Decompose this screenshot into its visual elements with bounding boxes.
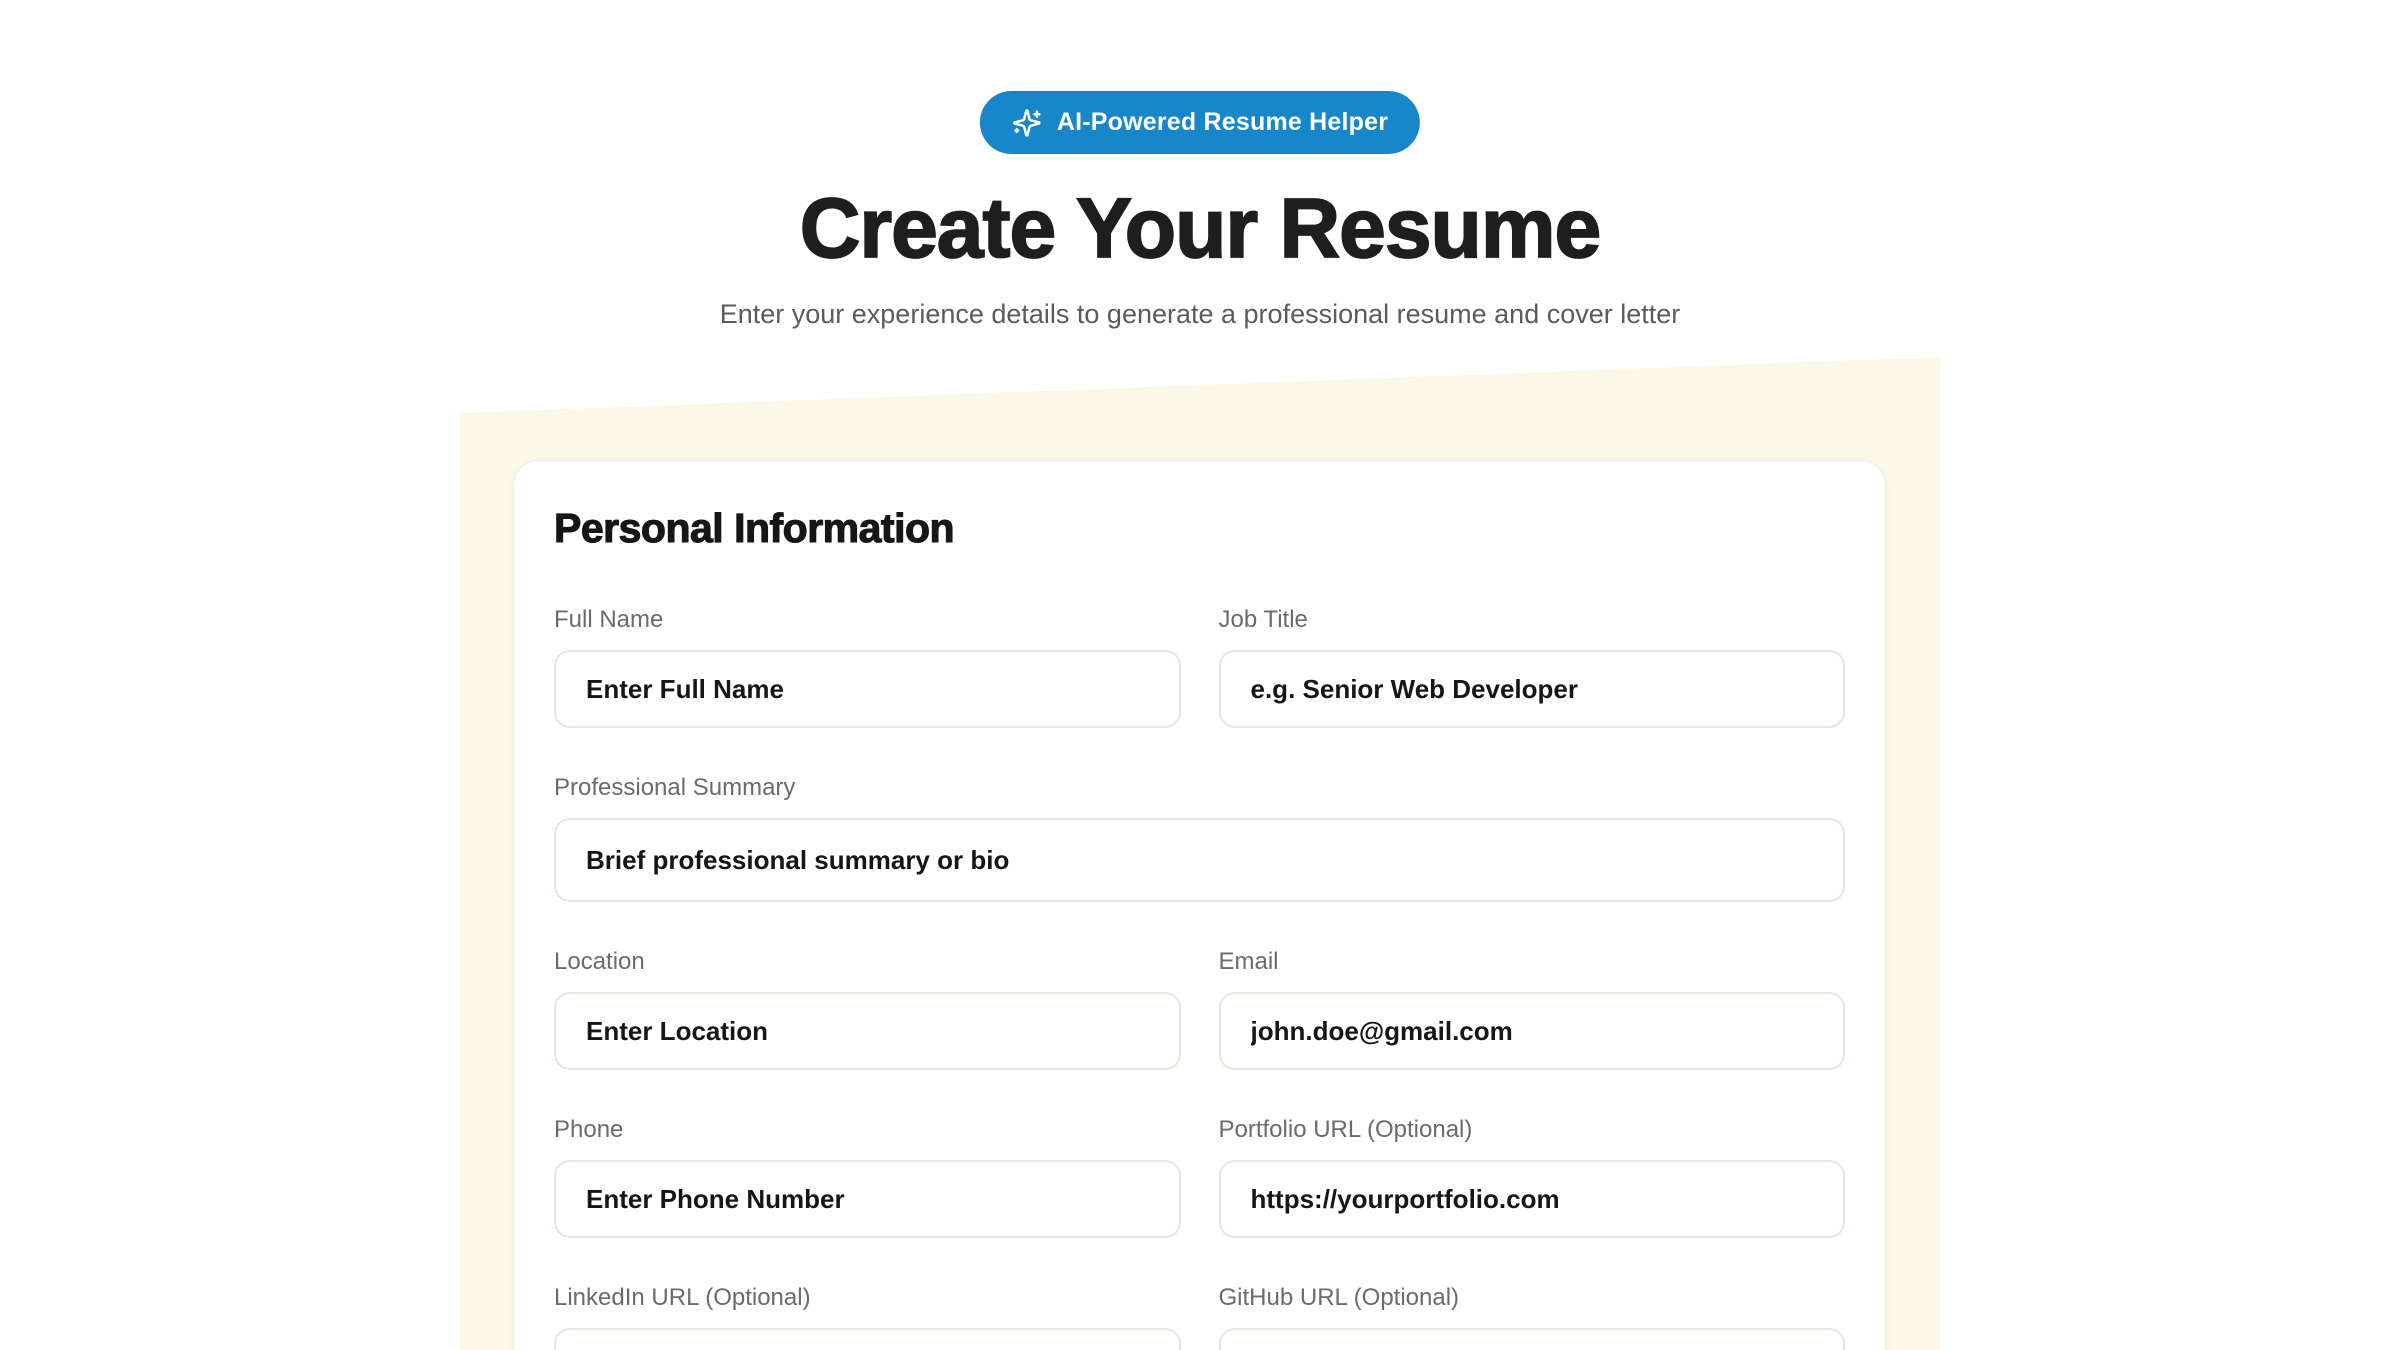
field-github-url: [1219, 1284, 1846, 1350]
portfolio-url-label: Portfolio URL (Optional): [1218, 1116, 1473, 1143]
professional-summary-label: Professional Summary: [554, 774, 796, 801]
sparkles-icon: [1012, 108, 1042, 138]
linkedin-url-input[interactable]: [554, 1328, 1181, 1350]
section-title: Personal Information: [554, 505, 955, 551]
full-name-label: Full Name: [554, 606, 664, 633]
field-job-title: [1219, 606, 1846, 728]
phone-input[interactable]: [554, 1160, 1181, 1238]
professional-summary-input[interactable]: [554, 818, 1845, 902]
phone-label: Phone: [554, 1116, 624, 1143]
ai-resume-helper-badge: [980, 91, 1420, 154]
field-full-name: [554, 606, 1181, 728]
github-url-label: GitHub URL (Optional): [1218, 1284, 1460, 1311]
email-label: Email: [1218, 948, 1279, 975]
personal-info-card: [513, 460, 1886, 1350]
field-email: [1219, 948, 1846, 1070]
linkedin-url-label: LinkedIn URL (Optional): [554, 1284, 811, 1311]
page-title: Create Your Resume: [799, 181, 1601, 275]
page-subtitle: Enter your experience details to generate a professional resume and cover letter: [719, 299, 1681, 329]
full-name-input[interactable]: [554, 650, 1181, 728]
form-grid: [554, 606, 1845, 1350]
job-title-label: Job Title: [1218, 606, 1308, 633]
portfolio-url-input[interactable]: [1219, 1160, 1846, 1238]
field-phone: [554, 1116, 1181, 1238]
field-linkedin-url: [554, 1284, 1181, 1350]
location-input[interactable]: [554, 992, 1181, 1070]
field-professional-summary: [554, 774, 1845, 902]
field-portfolio-url: [1219, 1116, 1846, 1238]
job-title-input[interactable]: [1219, 650, 1846, 728]
field-location: [554, 948, 1181, 1070]
ai-badge-label: AI-Powered Resume Helper: [1056, 108, 1389, 136]
email-input[interactable]: [1219, 992, 1846, 1070]
github-url-input[interactable]: [1219, 1328, 1846, 1350]
location-label: Location: [554, 948, 645, 975]
